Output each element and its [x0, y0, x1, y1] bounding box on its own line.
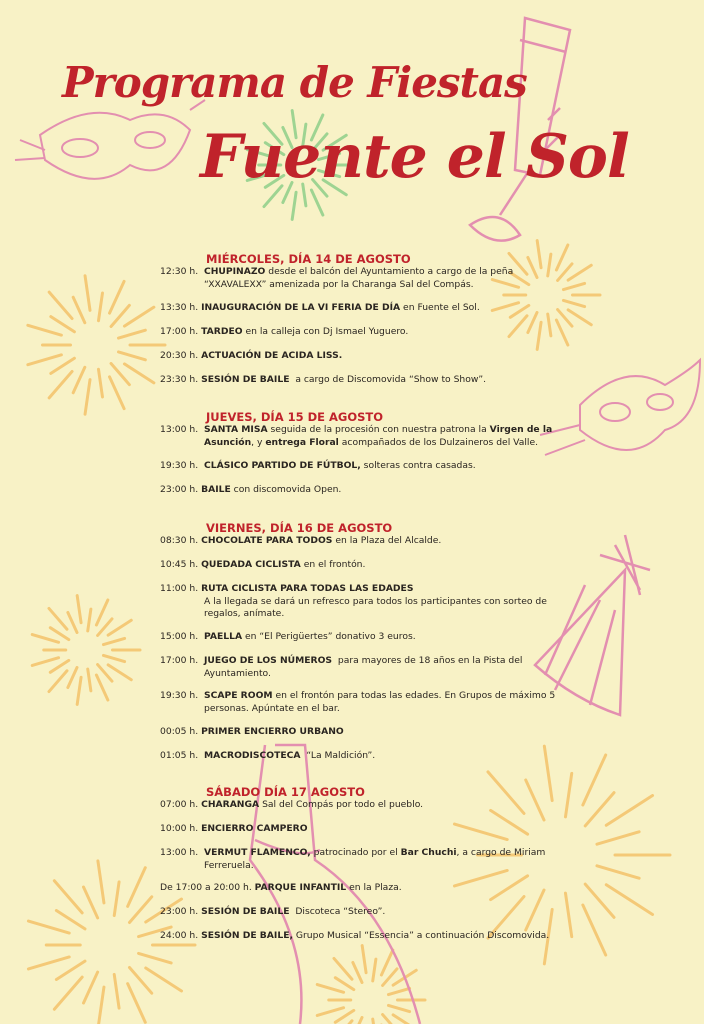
event-desc: en el frontón.	[303, 559, 366, 570]
event-time: 00:05 h.	[160, 726, 199, 737]
event-item	[160, 799, 550, 812]
event-title: SANTA MISA	[204, 424, 268, 435]
day-heading: VIERNES, DÍA 16 DE AGOSTO	[206, 521, 393, 535]
event-item	[160, 535, 550, 548]
event-time: 12:30 h.	[160, 266, 199, 277]
event-desc: desde el balcón del Ayuntamiento a cargo de la peña	[268, 266, 514, 277]
event-desc: Grupo Musical “Essencia” a continuación Discomovida.	[295, 930, 550, 941]
event-time: 17:00 h.	[160, 655, 199, 666]
event-title: PARQUE INFANTIL	[254, 882, 347, 893]
event-time: 17:00 h.	[160, 326, 199, 337]
day-heading: MIÉRCOLES, DÍA 14 DE AGOSTO	[206, 252, 411, 266]
event-title: CLÁSICO PARTIDO DE FÚTBOL,	[204, 460, 361, 471]
event-time: 24:00 h.	[160, 930, 199, 941]
event-desc-line: Ferreruela.	[204, 859, 254, 871]
event-item	[160, 906, 550, 919]
event-desc: para mayores de 18 años en la Pista del	[337, 655, 523, 666]
event-desc: en la Plaza del Alcalde.	[335, 535, 442, 546]
event-item	[160, 655, 550, 680]
event-desc-2: , a cargo de Miriam	[456, 847, 546, 858]
event-desc: en la calleja con Dj Ismael Yuguero.	[245, 326, 409, 337]
event-time: 01:05 h.	[160, 750, 199, 761]
event-item	[160, 750, 550, 763]
event-title: PRIMER ENCIERRO URBANO	[201, 726, 344, 737]
event-title: SESIÓN DE BAILE	[201, 374, 290, 385]
event-desc-line: “XXAVALEXX” amenizada por la Charanga Sal del Compás.	[204, 278, 474, 290]
event-desc: en la Plaza.	[349, 882, 402, 893]
event-item	[160, 424, 553, 449]
event-time: 23:00 h.	[160, 484, 199, 495]
event-title-2: Virgen de la	[489, 424, 553, 435]
event-title: CHARANGA	[201, 799, 260, 810]
event-desc-line: , y	[251, 436, 263, 448]
event-desc-line: personas. Apúntate en el bar.	[204, 702, 340, 714]
event-item	[160, 374, 550, 387]
event-title: RUTA CICLISTA PARA TODAS LAS EDADES	[201, 583, 414, 594]
event-item	[160, 690, 556, 715]
event-title: BAILE	[201, 484, 231, 495]
day-heading: SÁBADO DÍA 17 AGOSTO	[206, 785, 365, 799]
event-item	[160, 559, 550, 572]
event-item	[160, 326, 550, 339]
event-desc: en “El Perigüertes” donativo 3 euros.	[245, 631, 416, 642]
event-title: QUEDADA CICLISTA	[201, 559, 301, 570]
event-time: 07:00 h.	[160, 799, 199, 810]
event-desc: en el frontón para todas las edades. En Grupos de máximo 5	[275, 690, 556, 701]
event-item	[160, 266, 550, 291]
event-item	[160, 302, 550, 315]
event-time: 23:00 h.	[160, 906, 199, 917]
event-time: 19:30 h.	[160, 460, 199, 471]
event-desc-line-end: acompañados de los Dulzaineros del Valle.	[341, 436, 539, 448]
event-time: 13:00 h.	[160, 424, 199, 435]
event-item	[160, 583, 550, 621]
event-title: VERMUT FLAMENCO,	[204, 847, 311, 858]
event-time: 19:30 h.	[160, 690, 199, 701]
event-title-3: Asunción	[204, 436, 252, 448]
event-desc-line: regalos, anímate.	[204, 608, 285, 619]
event-time: 20:30 h.	[160, 350, 199, 361]
event-time: 13:00 h.	[160, 847, 199, 858]
event-desc-line: Ayuntamiento.	[204, 667, 271, 679]
event-item	[160, 847, 550, 872]
event-title-2: Bar Chuchi	[400, 847, 457, 858]
event-time: De 17:00 a 20:00 h.	[160, 882, 252, 893]
day-heading: JUEVES, DÍA 15 DE AGOSTO	[206, 410, 384, 424]
event-title: INAUGURACIÓN DE LA VI FERIA DE DÍA	[201, 302, 401, 313]
event-time: 10:45 h.	[160, 559, 199, 570]
event-title: SCAPE ROOM	[204, 690, 273, 701]
event-desc: seguida de la procesión con nuestra patrona la	[270, 424, 487, 435]
title-line-2: Fuente el Sol	[200, 122, 629, 192]
event-time: 10:00 h.	[160, 823, 199, 834]
event-title: ENCIERRO CAMPERO	[201, 823, 308, 834]
event-time: 13:30 h.	[160, 302, 199, 313]
event-desc: Sal del Compás por todo el pueblo.	[262, 799, 424, 810]
event-desc: a cargo de Discomovida “Show to Show”.	[295, 374, 487, 385]
event-title-4: entrega Floral	[265, 436, 339, 448]
event-title: SESIÓN DE BAILE,	[201, 930, 293, 941]
event-desc-line: A la llegada se dará un refresco para todos los participantes con sorteo de	[204, 595, 547, 607]
event-title: MACRODISCOTECA	[204, 750, 301, 761]
event-time: 23:30 h.	[160, 374, 199, 385]
event-time: 15:00 h.	[160, 631, 199, 642]
event-item	[160, 930, 550, 943]
event-title: SESIÓN DE BAILE	[201, 906, 290, 917]
event-desc: solteras contra casadas.	[363, 460, 476, 471]
event-desc: “La Maldición”.	[306, 750, 376, 761]
event-title: ACTUACIÓN DE ACIDA LISS.	[201, 350, 343, 361]
event-item	[160, 460, 550, 473]
event-desc: en Fuente el Sol.	[403, 302, 480, 313]
event-title: PAELLA	[204, 631, 243, 642]
event-desc: con discomovida Open.	[233, 484, 342, 495]
event-title: JUEGO DE LOS NÚMEROS	[204, 655, 333, 666]
event-item	[160, 350, 550, 363]
event-title: CHOCOLATE PARA TODOS	[201, 535, 333, 546]
event-time: 08:30 h.	[160, 535, 199, 546]
event-item	[160, 882, 550, 895]
event-item	[160, 631, 550, 644]
event-item	[160, 726, 550, 739]
event-item	[160, 484, 550, 497]
event-title: CHUPINAZO	[204, 266, 266, 277]
title-line-1: Programa de Fiestas	[62, 58, 527, 107]
event-title: TARDEO	[201, 326, 243, 337]
event-desc: patrocinado por el	[313, 847, 398, 858]
event-time: 11:00 h.	[160, 583, 199, 594]
event-desc: Discoteca “Stereo”.	[295, 906, 386, 917]
event-item	[160, 823, 550, 836]
